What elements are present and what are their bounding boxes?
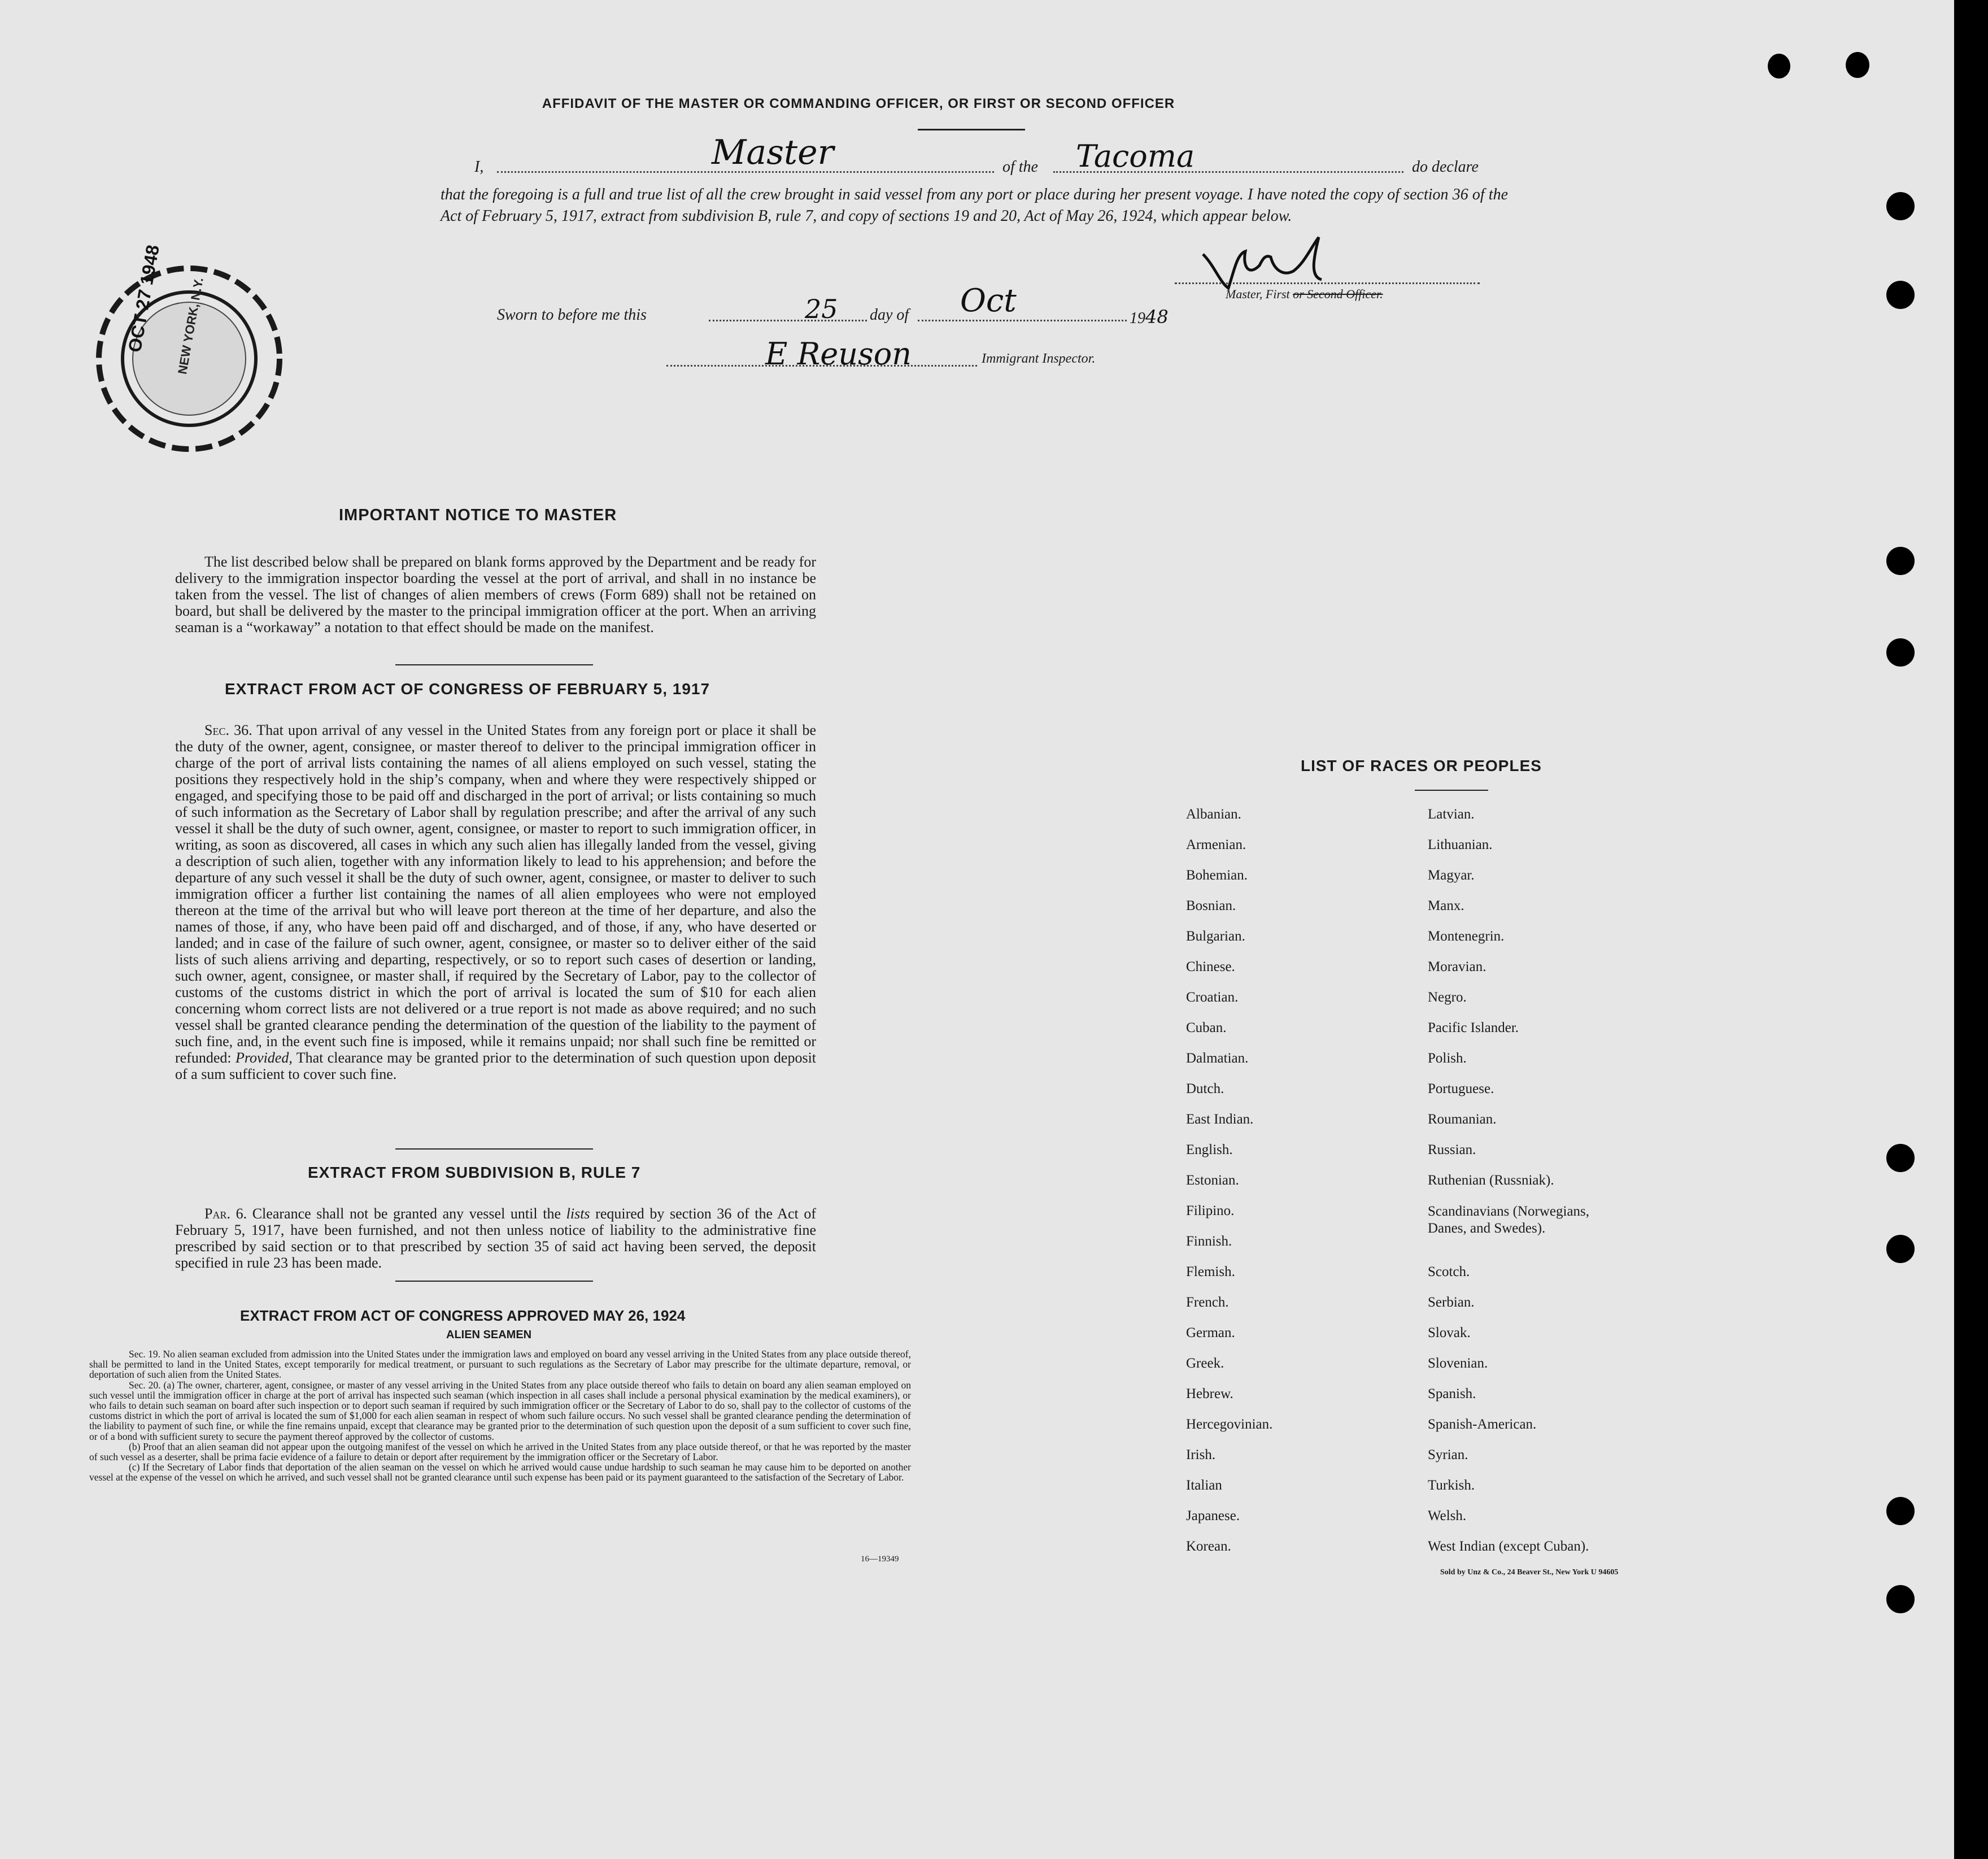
extract1924-sec20b: (b) Proof that an alien seaman did not appear upon the outgoing manifest of the vessel on which he arrived in the United States from any place outside thereof, or that he was reported by the master of such vessel as a deserter, shall be prima facie evidence of a failure to detain or deport after requirement by the immigration officer or the Secretary of Labor. xyxy=(89,1440,911,1463)
race-item: Cuban. xyxy=(1186,1020,1227,1035)
year-label xyxy=(1130,306,1169,328)
rule7-body xyxy=(175,1205,816,1271)
signature-caption-text: Master, First xyxy=(1226,287,1293,301)
races-left-column xyxy=(1186,807,1272,1569)
race-item: Serbian. xyxy=(1428,1295,1475,1310)
punch-hole xyxy=(1846,52,1869,78)
extract1924-sec20c: (c) If the Secretary of Labor finds that deportation of the alien seaman on the vessel on which he arrived would cause undue hardship to such seaman he may cause him to be deported on another vessel at the expense of the vessel on which he arrived, and such vessel shall not be granted clearance until such expense has been paid or its payment guaranteed to the satisfaction of the Secretary of Labor. xyxy=(89,1461,911,1483)
extract1917-body xyxy=(175,722,816,1082)
extract1924-body xyxy=(89,1349,911,1483)
extract1924-subtitle: ALIEN SEAMEN xyxy=(446,1329,532,1341)
divider xyxy=(395,1148,593,1150)
races-title: LIST OF RACES OR PEOPLES xyxy=(1301,757,1542,774)
extract1924-title: EXTRACT FROM ACT OF CONGRESS APPROVED MAY 26, 1924 xyxy=(240,1307,686,1324)
punch-hole xyxy=(1886,547,1915,575)
rule7-text-a: Clearance shall not be granted any vessel until the xyxy=(252,1205,561,1222)
race-item: Moravian. xyxy=(1428,959,1486,974)
races-right-column xyxy=(1428,807,1631,1569)
signature-caption xyxy=(1226,287,1383,302)
race-item: Finnish. xyxy=(1186,1234,1232,1249)
label-of-the: of the xyxy=(1002,158,1038,176)
inspector-caption: Immigrant Inspector. xyxy=(982,351,1096,366)
month-line xyxy=(918,320,1127,321)
race-item: Japanese. xyxy=(1186,1508,1240,1523)
notice-body: The list described below shall be prepared on blank forms approved by the Department and be ready for delivery to the immigration inspector boarding the vessel at the port of arrival, and shall in no instance be taken from the vessel. The list of changes of alien members of crews (Form 689) shall not be retained on board, but shall be delivered by the master to the principal immigration officer at the port. When an arriving seaman is a “workaway” a notation to that effect should be made on the manifest. xyxy=(175,554,816,635)
notice-title: IMPORTANT NOTICE TO MASTER xyxy=(339,506,617,524)
handwritten-vessel: Tacoma xyxy=(1076,138,1195,174)
race-item: Scotch. xyxy=(1428,1264,1470,1279)
rule7-label: Par. 6. xyxy=(204,1205,247,1222)
race-item: Bohemian. xyxy=(1186,868,1248,883)
punch-hole xyxy=(1886,1235,1915,1263)
race-item: Syrian. xyxy=(1428,1447,1468,1462)
race-item: Ruthenian (Russniak). xyxy=(1428,1173,1554,1188)
day-of-label: day of xyxy=(870,306,909,324)
race-item: Hercegovinian. xyxy=(1186,1417,1273,1432)
affidavit-body: that the foregoing is a full and true list of all the crew brought in said vessel from any port or place during her present voyage. I have noted the copy of section 36 of the Act of February 5, 1917, extract from subdivision B, rule 7, and copy of sections 19 and 20, Act of May 26, 1924, which appear below. xyxy=(441,186,1508,225)
race-item: Armenian. xyxy=(1186,837,1246,852)
race-item: French. xyxy=(1186,1295,1229,1310)
signature-caption-struck: or Second Officer. xyxy=(1293,287,1383,301)
day-line xyxy=(709,320,867,321)
punch-hole xyxy=(1886,1144,1915,1172)
label-i: I, xyxy=(474,158,484,176)
race-item: German. xyxy=(1186,1325,1235,1340)
divider xyxy=(918,129,1025,130)
extract1924-sec19: Sec. 19. No alien seaman excluded from admission into the United States under the immigration laws and employed on board any vessel arriving in the United States from any place outside thereof, shall be permitted to land in the United States, except temporarily for medical treatment, or pursuant to such regulations as the Secretary of Labor may prescribe for the ultimate departure, removal, or deportation of such alien from the United States. xyxy=(89,1348,911,1381)
handwritten-year: 48 xyxy=(1145,306,1169,328)
race-item: Dutch. xyxy=(1186,1081,1224,1096)
affidavit-line1 xyxy=(474,158,483,176)
affidavit-title: AFFIDAVIT OF THE MASTER OR COMMANDING OFFICER, OR FIRST OR SECOND OFFICER xyxy=(542,96,1175,111)
printer-footer: Sold by Unz & Co., 24 Beaver St., New York U 94605 xyxy=(1440,1568,1619,1577)
race-item: Estonian. xyxy=(1186,1173,1239,1188)
race-item: Croatian. xyxy=(1186,990,1239,1005)
handwritten-day: 25 xyxy=(805,294,838,324)
divider xyxy=(395,1281,593,1282)
race-item: English. xyxy=(1186,1142,1233,1157)
punch-hole xyxy=(1886,281,1915,309)
punch-hole xyxy=(1886,1497,1915,1525)
race-item: Albanian. xyxy=(1186,807,1241,822)
race-item: Filipino. xyxy=(1186,1203,1235,1218)
rule7-title: EXTRACT FROM SUBDIVISION B, RULE 7 xyxy=(308,1164,641,1181)
race-item: Hebrew. xyxy=(1186,1386,1233,1401)
extract1917-text-end: That clearance may be granted prior to the determination of such question upon deposit of a sum sufficient to cover such fine. xyxy=(175,1050,817,1082)
handwritten-inspector: E Reuson xyxy=(765,336,912,372)
race-item: Scandinavians (Norwegians, Danes, and Swedes). xyxy=(1428,1204,1590,1236)
extract1917-provided: Provided, xyxy=(236,1050,293,1066)
race-item: Portuguese. xyxy=(1428,1081,1494,1096)
year-printed: 19 xyxy=(1130,310,1145,327)
rule7-lists: lists xyxy=(566,1205,590,1222)
form-number: 16—19349 xyxy=(861,1555,899,1564)
race-item: Slovenian. xyxy=(1428,1356,1488,1371)
race-item: Greek. xyxy=(1186,1356,1224,1371)
extract1917-text: That upon arrival of any vessel in the United States from any foreign port or place it shall be the duty of the owner, agent, consignee, or master thereof to deliver to the principal immigration officer in charge of the port of arrival lists containing the names of all aliens employed on such vessel, stating the positions they respectively hold in the ship’s company, when and where they were respectively shipped or engaged, and specifying those to be paid off and discharged in the port of arrival; or lists containing so much of such information as the Secretary of Labor shall by regulation prescribe; and after the arrival of any such vessel it shall be the duty of such owner, agent, consignee, or master to report to such immigration officer, in writing, as soon as discovered, all cases in which any such alien has illegally landed from the vessel, giving a description of such alien, together with any information likely to lead to his apprehension; and before the departure of any such vessel it shall be the duty of such owner, agent, consignee, or master to deliver to such immigration officer a further list containing the names of all alien employees who were not employed thereon at the time of the arrival but who will leave port thereon at the time of her departure, and also the names of those, if any, who have been paid off and discharged, and of those, if any, who have deserted or landed; and in case of the failure of such owner, agent, consignee, or master so to deliver either of the said lists of such aliens arriving and departing, respectively, or so to report such cases of desertion or landing, such owner, agent, consignee, or master shall, if required by the Secretary of Labor, pay to the collector of customs of the customs district in which the port of arrival is located the sum of $10 for each alien concerning whom correct lists are not delivered or a true report is not made as above required; and no such vessel shall be granted clearance pending the determination of the question of the liability to the payment of such fine, and, in the event such fine is imposed, while it remains unpaid; nor shall such fine be remitted or refunded: xyxy=(175,722,816,1066)
scan-edge xyxy=(1954,0,1988,1859)
race-item: Bosnian. xyxy=(1186,898,1236,913)
stamp-text: NEW YORK, N.Y. xyxy=(175,276,206,376)
race-item: Italian xyxy=(1186,1478,1222,1493)
punch-hole xyxy=(1886,638,1915,667)
race-item: Flemish. xyxy=(1186,1264,1235,1279)
race-item: Korean. xyxy=(1186,1539,1231,1554)
divider xyxy=(395,664,593,665)
race-item: Negro. xyxy=(1428,990,1467,1005)
race-item: Montenegrin. xyxy=(1428,929,1505,944)
race-item: West Indian (except Cuban). xyxy=(1428,1539,1589,1554)
race-item: Spanish. xyxy=(1428,1386,1476,1401)
extract1917-title: EXTRACT FROM ACT OF CONGRESS OF FEBRUARY 5, 1917 xyxy=(225,680,710,698)
sworn-label: Sworn to before me this xyxy=(497,306,647,324)
race-item: Polish. xyxy=(1428,1051,1467,1066)
race-item: Spanish-American. xyxy=(1428,1417,1537,1432)
race-item: Latvian. xyxy=(1428,807,1475,822)
extract1924-sec20a: Sec. 20. (a) The owner, charterer, agent, consignee, or master of any vessel arriving in the United States from any place outside thereof who fails to detain on board any alien seaman employed on such vessel until the immigration officer in charge at the port of arrival has inspected such seaman (which inspection in all cases shall include a personal physical examination by the medical examiners), or who fails to detain such seaman on board after such inspection or to deport such seaman if required by such immigration officer or the Secretary of Labor to do so, shall pay to the collector of customs of the customs district in which the port of arrival is located the sum of $1,000 for each alien seaman in respect of whom such failure occurs. No such vessel shall be granted clearance pending the determination of the liability to payment of such fine, or while the fine remains unpaid, except that clearance may be granted prior to the determination of such question upon the deposit of a sum sufficient to cover such fine, or of a bond with sufficient surety to secure the payment thereof approved by the collector of customs. xyxy=(89,1379,911,1442)
race-item: Slovak. xyxy=(1428,1325,1471,1340)
rule7-text-b: required by section 36 of the Act of February 5, 1917, have been furnished, and not then unless notice of liability to the administrative fine prescribed by said section or to that prescribed by section 35 of said act having been served, the deposit specified in rule 23 has been made. xyxy=(175,1205,816,1271)
race-item: Irish. xyxy=(1186,1447,1216,1462)
handwritten-rank: Master xyxy=(712,133,834,172)
punch-hole xyxy=(1768,54,1790,79)
race-item: Pacific Islander. xyxy=(1428,1020,1519,1035)
label-do-declare: do declare xyxy=(1412,158,1479,176)
race-item: Chinese. xyxy=(1186,959,1235,974)
race-item: Roumanian. xyxy=(1428,1112,1497,1127)
race-item: Bulgarian. xyxy=(1186,929,1245,944)
race-item: Magyar. xyxy=(1428,868,1475,883)
divider xyxy=(1415,790,1488,791)
stamp-date: OCT 27 1948 xyxy=(124,243,163,354)
punch-hole xyxy=(1886,1585,1915,1613)
punch-hole xyxy=(1886,192,1915,220)
race-item: Russian. xyxy=(1428,1142,1476,1157)
race-item: Manx. xyxy=(1428,898,1464,913)
extract1917-label: Sec. 36. xyxy=(204,722,252,738)
race-item: Dalmatian. xyxy=(1186,1051,1249,1066)
race-item: East Indian. xyxy=(1186,1112,1254,1127)
race-item: Lithuanian. xyxy=(1428,837,1493,852)
race-item: Turkish. xyxy=(1428,1478,1475,1493)
handwritten-month: Oct xyxy=(960,282,1017,319)
race-item: Welsh. xyxy=(1428,1508,1467,1523)
